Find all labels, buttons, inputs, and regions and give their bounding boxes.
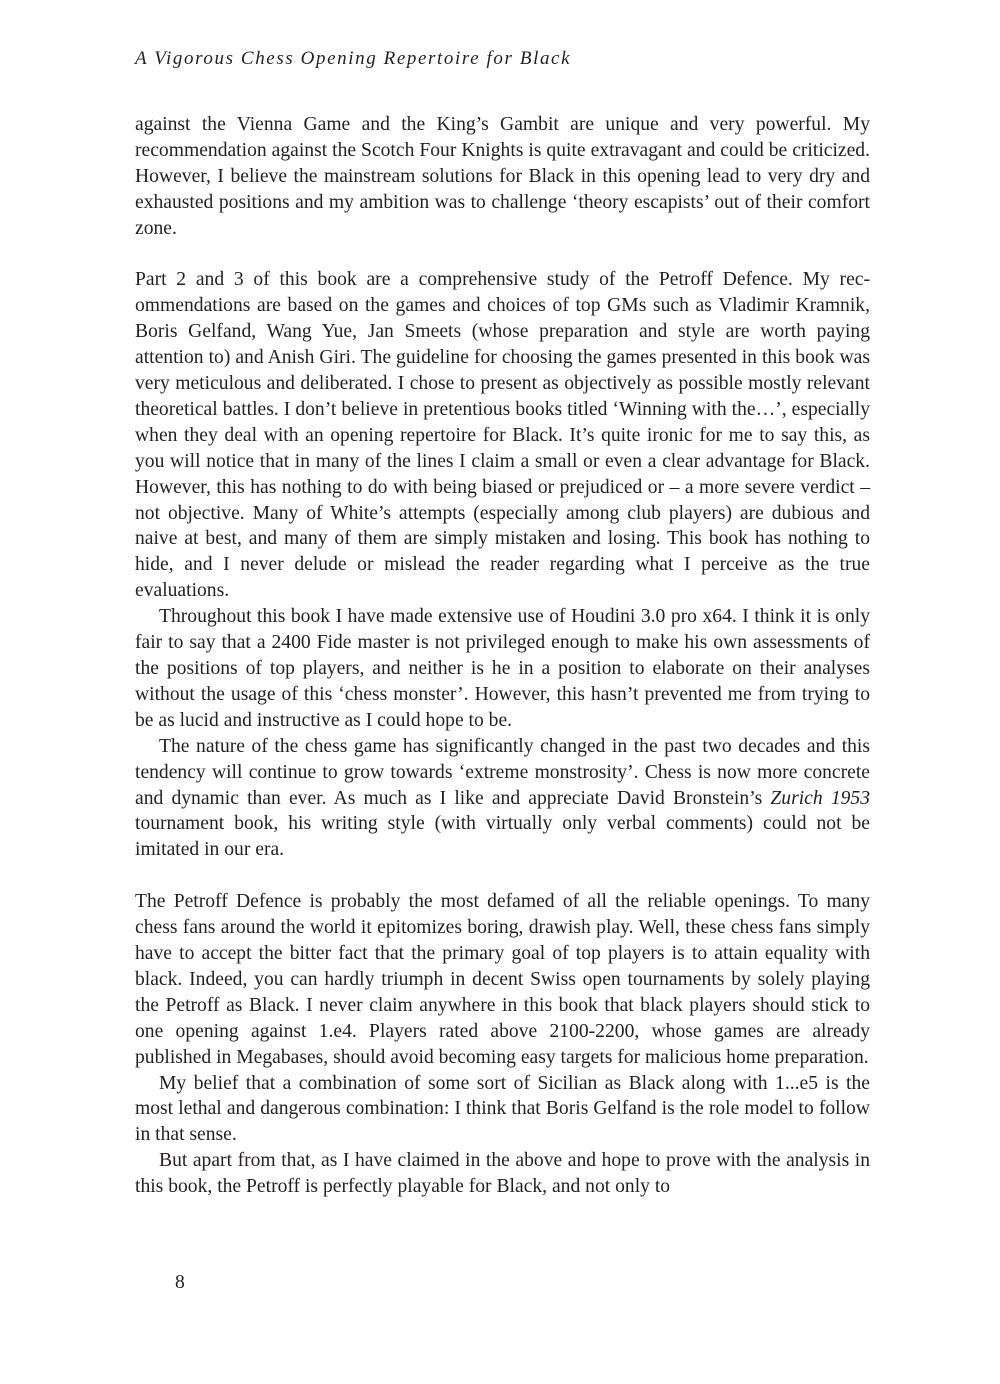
paragraph-6: My belief that a combination of some sort of Sicilian as Black along with 1...e5 is the most lethal and dangerous combination: I think that Boris Gelfand is the role model to follow in that sense.: [135, 1072, 870, 1146]
paragraph-4-text-end: tournament book, his writing style (with virtually only verbal comments) could not be imitated in our era.: [135, 813, 870, 861]
paragraph-4-text-start: The nature of the chess game has significantly changed in the past two decades and this tendency will continue to grow towards ‘extreme monstrosity’. Chess is now more concrete and dynamic than ever. As much as I like and appreciate David Bronstein’s: [135, 735, 870, 809]
paragraph-1: against the Vienna Game and the King’s Gambit are unique and very powerful. My recommendation against the Scotch Four Knights is quite extravagant and could be criticized. However, I believe the mainstream solutions for Black in this opening lead to very dry and exhausted positions and my ambition was to challenge ‘theory escapists’ out of their comfort zone.: [135, 114, 870, 239]
book-title-italic: Zurich 1953: [770, 787, 871, 809]
paragraph-3: Throughout this book I have made extensive use of Houdini 3.0 pro x64. I think it is only fair to say that a 2400 Fide master is not privileged enough to make his own assessments of the positions of top players, and neither is he in a position to elaborate on their analyses without the usage of this ‘chess monster’. However, this hasn’t prevented me from trying to be as lucid and instructive as I could hope to be.: [135, 606, 870, 731]
paragraph-2: Part 2 and 3 of this book are a comprehensive study of the Petroff Defence. My recommendations are based on the games and choices of top GMs such as Vladimir Kramnik, Boris Gelfand, Wang Yue, Jan Smeets (whose preparation and style are worth paying attention to) and Anish Giri. The guideline for choosing the games presented in this book was very meticulous and deliberated. I chose to present as objectively as possible mostly relevant theoretical battles. I don’t believe in pretentious books titled ‘Winning with the…’, especially when they deal with an opening repertoire for Black. It’s quite ironic for me to say this, as you will notice that in many of the lines I claim a small or even a clear advantage for Black. However, this has nothing to do with being biased or prejudiced or – a more severe verdict – not objective. Many of White’s attempts (especially among club players) are dubious and naive at best, and many of them are simply mistaken and losing. This book has nothing to hide, and I never delude or mislead the reader regarding what I perceive as the true evaluations.: [135, 269, 870, 602]
paragraph-7: But apart from that, as I have claimed in the above and hope to prove with the analysis in this book, the Petroff is perfectly playable for Black, and not only to: [135, 1150, 870, 1198]
paragraph-4: [135, 734, 870, 864]
page-number: 8: [175, 1272, 185, 1293]
paragraph-5: The Petroff Defence is probably the most defamed of all the reliable openings. To many chess fans around the world it epitomizes boring, drawish play. Well, these chess fans simply have to accept the bitter fact that the primary goal of top players is to attain equality with black. Indeed, you can hardly triumph in decent Swiss open tournaments by solely playing the Petroff as Black. I never claim anywhere in this book that black players should stick to one opening against 1.e4. Players rated above 2100-2200, whose games are already published in Megabases, should avoid becoming easy targets for malicious home preparation.: [135, 891, 870, 1068]
running-head: A Vigorous Chess Opening Repertoire for Black: [135, 48, 572, 69]
body-text: [135, 112, 870, 1200]
